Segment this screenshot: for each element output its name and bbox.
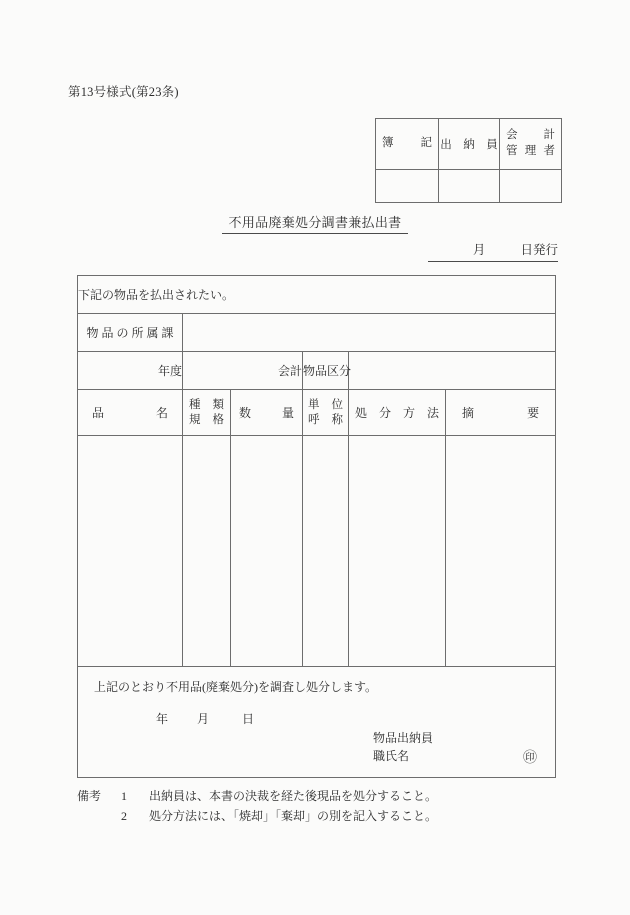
unit-char-2: 位 bbox=[331, 398, 343, 411]
intro-text: 下記の物品を払出されたい。 bbox=[78, 276, 556, 314]
approval-value-cashier[interactable] bbox=[439, 170, 500, 203]
issue-date-line bbox=[428, 240, 558, 262]
data-cell-quantity[interactable] bbox=[231, 436, 303, 667]
acct-char-5: 者 bbox=[543, 145, 555, 157]
remarks-item bbox=[77, 807, 437, 827]
seal-icon: ㊞ bbox=[523, 751, 537, 766]
data-cell-unit-name[interactable] bbox=[303, 436, 349, 667]
data-entry-row bbox=[78, 436, 556, 667]
remarks-char-1: 摘 bbox=[462, 406, 475, 420]
approval-body-row bbox=[376, 170, 562, 203]
declaration-month: 月 bbox=[197, 712, 210, 726]
department-label: 物 品 の 所 属 課 bbox=[78, 314, 183, 352]
column-header-row bbox=[78, 390, 556, 436]
remarks-section bbox=[77, 787, 437, 827]
declaration-statement: 上記のとおり不用品(廃棄処分)を調査し処分します。 bbox=[94, 680, 378, 694]
column-header-quantity bbox=[231, 390, 303, 436]
data-cell-item-name[interactable] bbox=[78, 436, 183, 667]
remarks-label: 備考 bbox=[77, 789, 102, 803]
remarks-text: 処分方法には、「焼却」「棄却」の別を記入すること。 bbox=[149, 808, 438, 823]
approval-value-accounting-manager[interactable] bbox=[500, 170, 562, 203]
approval-value-bookkeeping[interactable] bbox=[376, 170, 439, 203]
department-row bbox=[78, 314, 556, 352]
declaration-row bbox=[78, 667, 556, 778]
approval-header-bookkeeping bbox=[376, 119, 439, 170]
bookkeeping-char-1: 簿 bbox=[382, 137, 394, 150]
data-cell-remarks[interactable] bbox=[446, 436, 556, 667]
kind-char-1: 種 bbox=[189, 398, 201, 411]
unit-char-4: 称 bbox=[331, 413, 343, 426]
main-form-table bbox=[77, 275, 556, 778]
remarks-label-spacer bbox=[77, 807, 121, 827]
document-title-text: 不用品廃棄処分調書兼払出書 bbox=[222, 215, 409, 234]
unit-char-3: 呼 bbox=[308, 413, 320, 426]
approval-header-cashier bbox=[439, 119, 500, 170]
remarks-char-2: 要 bbox=[527, 406, 540, 420]
data-cell-disposal-method[interactable] bbox=[349, 436, 446, 667]
intro-row bbox=[78, 276, 556, 314]
acct-char-2: 計 bbox=[543, 129, 555, 142]
item-name-char-2: 名 bbox=[155, 406, 168, 420]
kind-char-2: 類 bbox=[212, 398, 224, 411]
department-value-field[interactable] bbox=[183, 314, 556, 352]
cashier-label: 出 納 員 bbox=[440, 139, 498, 151]
column-header-remarks bbox=[446, 390, 556, 436]
column-header-disposal-method: 処 分 方 法 bbox=[349, 390, 446, 436]
issue-date-month: 月 bbox=[472, 243, 486, 257]
signature-block bbox=[373, 729, 433, 765]
approval-stamp-table bbox=[375, 118, 562, 203]
issue-date-day: 日発行 bbox=[520, 243, 558, 257]
item-name-char-1: 品 bbox=[92, 406, 105, 420]
category-label: 物品区分 bbox=[303, 352, 349, 390]
acct-char-3: 管 bbox=[506, 145, 518, 157]
approval-header-row bbox=[376, 119, 562, 170]
declaration-date-line[interactable] bbox=[78, 710, 555, 727]
column-header-kind-spec bbox=[183, 390, 231, 436]
acct-char-4: 理 bbox=[524, 145, 537, 157]
signer-title: 物品出納員 bbox=[373, 731, 434, 745]
column-header-item-name bbox=[78, 390, 183, 436]
acct-char-1: 会 bbox=[506, 129, 518, 142]
declaration-day: 日 bbox=[242, 712, 255, 726]
declaration-year: 年 bbox=[156, 712, 169, 726]
bookkeeping-char-2: 記 bbox=[420, 137, 432, 150]
remarks-item bbox=[77, 787, 437, 807]
data-cell-kind-spec[interactable] bbox=[183, 436, 231, 667]
form-code-label: 第13号様式(第23条) bbox=[68, 85, 179, 99]
spec-char-2: 格 bbox=[212, 413, 224, 426]
account-label[interactable]: 会計 bbox=[183, 352, 303, 390]
year-label: 年度 bbox=[78, 352, 183, 390]
declaration-cell bbox=[78, 667, 556, 778]
remarks-number: 1 bbox=[121, 789, 127, 803]
remarks-text: 出納員は、本書の決裁を経た後現品を処分すること。 bbox=[149, 789, 438, 803]
category-value-field[interactable] bbox=[349, 352, 556, 390]
document-title bbox=[0, 212, 630, 232]
unit-char-1: 単 bbox=[308, 398, 320, 411]
signer-name-label[interactable]: 職氏名 bbox=[373, 749, 410, 763]
remarks-number: 2 bbox=[121, 808, 127, 823]
year-account-row bbox=[78, 352, 556, 390]
column-header-unit-name bbox=[303, 390, 349, 436]
spec-char-1: 規 bbox=[189, 413, 201, 426]
approval-header-accounting-manager bbox=[500, 119, 562, 170]
quantity-char-2: 量 bbox=[281, 406, 294, 420]
quantity-char-1: 数 bbox=[239, 406, 252, 420]
